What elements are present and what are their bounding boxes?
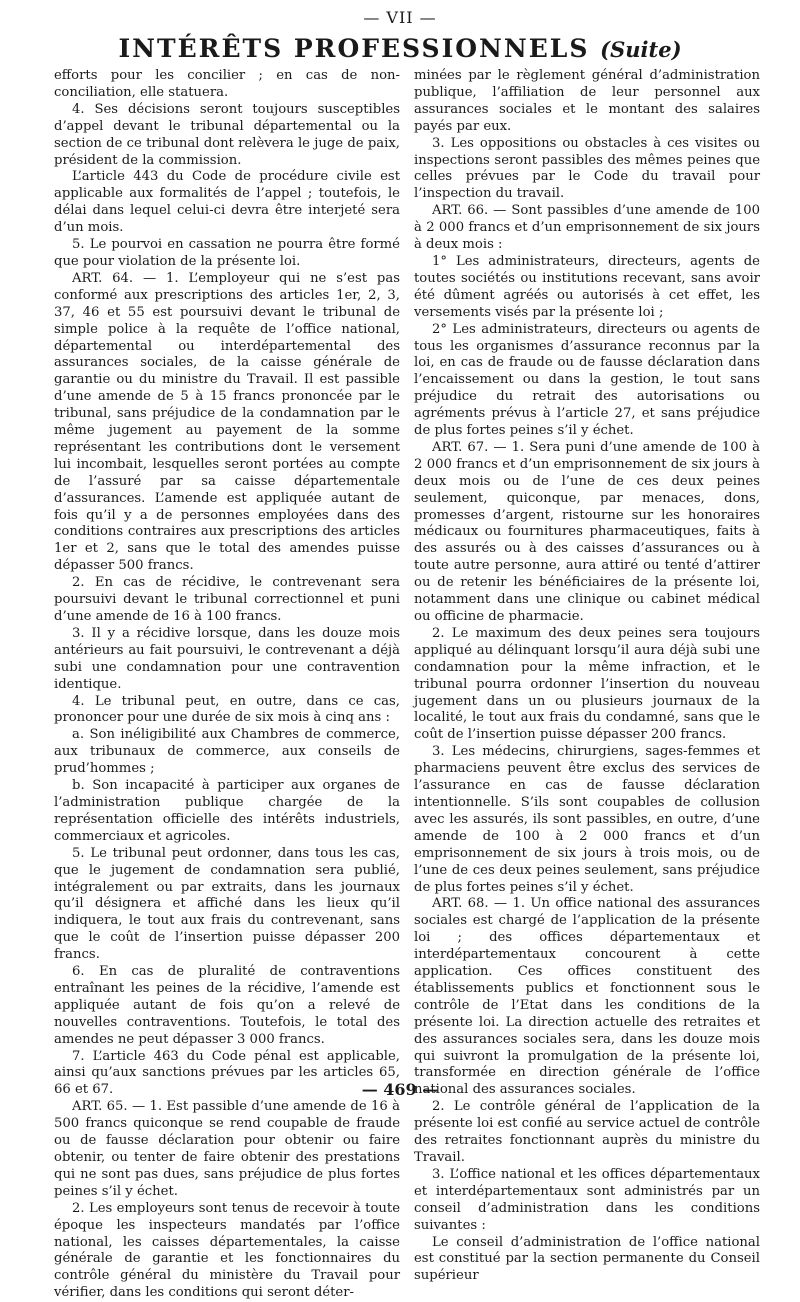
roman-page-number: — VII —	[363, 8, 437, 27]
paragraph: efforts pour les concilier ; en cas de non-conciliation, elle statuera.	[54, 68, 400, 100]
paragraph: Le conseil d’administration de l’office national est constitué par la section permanente du Conseil supérieur	[414, 1234, 760, 1284]
page-title	[0, 34, 800, 63]
title-suite: (Suite)	[600, 37, 682, 62]
paragraph: minées par le règlement général d’administration publique, l’affiliation de leur personnel aux assurances sociales et le montant des salaires payés par eux.	[414, 68, 760, 134]
paragraph: 4. Le tribunal peut, en outre, dans ce cas, prononcer pour une durée de six mois à cinq ans :	[54, 693, 400, 726]
right-column	[414, 68, 760, 1285]
paragraph: 3. Les médecins, chirurgiens, sages-femmes et pharmaciens peuvent être exclus des services de l’assurance en cas de fausse déclaration intentionnelle. S’ils sont coupables de collusion avec les assurés, ils sont passibles, en outre, d’une amende de 100 à 2 000 francs et d’un emprisonnement de six jours à trois mois, ou de l’une de ces deux peines seulement, sans préjudice de plus fortes peines s’il y échet.	[414, 744, 760, 895]
paragraph: 2. Le maximum des deux peines sera toujours appliqué au délinquant lorsqu’il aura déjà subi une condamnation pour la même infraction, et le tribunal pourra ordonner l’insertion du nouveau jugement dans un ou plusieurs journaux de la localité, le tout aux frais du condamné, sans que le coût de l’insertion puisse dépasser 200 francs.	[414, 625, 760, 743]
paragraph: 3. L’office national et les offices départementaux et interdépartementaux sont administrés par un conseil d’administration dans les conditions suivantes :	[414, 1166, 760, 1233]
paragraph: 5. Le pourvoi en cassation ne pourra être formé que pour violation de la présente loi.	[54, 237, 400, 269]
paragraph: 2. En cas de récidive, le contrevenant sera poursuivi devant le tribunal correctionnel et puni d’une amende de 16 à 100 francs.	[54, 575, 400, 624]
section-title: INTÉRÊTS PROFESSIONNELS	[118, 34, 590, 63]
article-65: ART. 65. — 1. Est passible d’une amende de 16 à 500 francs quiconque se rend coupable de fraude ou de fausse déclaration pour obtenir ou faire obtenir, ou tenter de faire obtenir des prestations qui ne sont pas dues, sans préjudice de plus fortes peines s’il y échet.	[54, 1099, 400, 1199]
paragraph: L’article 443 du Code de procédure civile est applicable aux formalités de l’appel ; toutefois, le délai dans lequel celui-ci devra être interjeté sera d’un mois.	[54, 169, 400, 236]
paragraph: 5. Le tribunal peut ordonner, dans tous les cas, que le jugement de condamnation sera publié, intégralement ou par extraits, dans les journaux qu’il désignera et affiché dans les lieux qu’il indiquera, le tout aux frais du contrevenant, sans que le coût de l’insertion puisse dépasser 200 francs.	[54, 845, 400, 963]
page-number: — 469 —	[361, 1080, 439, 1099]
list-item-1: 1° Les administrateurs, directeurs, agents de toutes sociétés ou institutions recevant, sans avoir été dûment agréés ou autorisés à cet effet, les versements visés par la présente loi ;	[414, 253, 760, 320]
paragraph: 3. Il y a récidive lorsque, dans les douze mois antérieurs au fait poursuivi, le contrevenant a déjà subi une condamnation pour une contravention identique.	[54, 625, 400, 692]
article-64: ART. 64. — 1. L’employeur qui ne s’est pas conformé aux prescriptions des articles 1er, 2, 3, 37, 46 et 55 est poursuivi devant le tribunal de simple police à la requête de l’office national, départemental ou interdépartemental des assurances sociales, de la caisse générale de garantie ou du ministre du Travail. Il est passible d’une amende de 5 à 15 francs prononcée par le tribunal, sans préjudice de la condamnation par le même jugement au payement de la somme représentant les contributions dont le versement lui incombait, lesquelles seront portées au compte de l’assuré par sa caisse départementale d’assurances. L’amende est appliquée autant de fois qu’il y a de personnes employées dans des conditions contraires aux prescriptions des articles 1er et 2, sans que le total des amendes puisse dépasser 500 francs.	[54, 270, 400, 574]
left-column	[54, 68, 400, 1302]
article-66: ART. 66. — Sont passibles d’une amende de 100 à 2 000 francs et d’un emprisonnement de six jours à deux mois :	[414, 203, 760, 253]
paragraph: 6. En cas de pluralité de contraventions entraînant les peines de la récidive, l’amende est appliquée autant de fois qu’on a relevé de nouvelles contraventions. Toutefois, le total des amendes ne peut dépasser 3 000 francs.	[54, 964, 400, 1047]
paragraph: 2. Le contrôle général de l’application de la présente loi est confié au service actuel de contrôle des retraites fonctionnant auprès du ministre du Travail.	[414, 1099, 760, 1165]
paragraph: 3. Les oppositions ou obstacles à ces visites ou inspections seront passibles des mêmes peines que celles prévues par le Code du travail pour l’inspection du travail.	[414, 135, 760, 202]
paragraph: 2. Les employeurs sont tenus de recevoir à toute époque les inspecteurs mandatés par l’office national, les caisses départementales, la caisse générale de garantie et les fonctionnaires du contrôle général du ministère du Travail pour vérifier, dans les conditions qui seront déter-	[54, 1200, 400, 1301]
list-item-a: a. Son inéligibilité aux Chambres de commerce, aux tribunaux de commerce, aux conseils de prud’hommes ;	[54, 727, 400, 777]
article-68: ART. 68. — 1. Un office national des assurances sociales est chargé de l’application de la présente loi ; des offices départementaux et interdépartementaux concourent à cette application. Ces offices constituent des établissements publics et fonctionnent sous le contrôle de l’Etat dans les conditions de la présente loi. La direction actuelle des retraites et des assurances sociales sera, dans les douze mois qui suivront la promulgation de la présente loi, transformée en direction générale de l’office national des assurances sociales.	[414, 896, 760, 1098]
list-item-b: b. Son incapacité à participer aux organes de l’administration publique chargée de la représentation officielle des intérêts industriels, commerciaux et agricoles.	[54, 778, 400, 844]
paragraph: 7. L’article 463 du Code pénal est applicable, ainsi qu’aux sanctions prévues par les articles 65, 66 et 67.	[54, 1048, 400, 1098]
article-67: ART. 67. — 1. Sera puni d’une amende de 100 à 2 000 francs et d’un emprisonnement de six jours à deux mois ou de l’une de ces deux peines seulement, quiconque, par menaces, dons, promesses d’argent, ristourne sur les honoraires médicaux ou fournitures pharmaceutiques, faits à des assurés ou à des caisses d’assurances ou à toute autre personne, aura attiré ou tenté d’attirer ou de retenir les bénéficiaires de la présente loi, notamment dans une clinique ou cabinet médical ou officine de pharmacie.	[414, 439, 760, 624]
paragraph: 4. Ses décisions seront toujours susceptibles d’appel devant le tribunal départemental ou la section de ce tribunal dont relèvera le juge de paix, président de la commission.	[54, 101, 400, 168]
list-item-2: 2° Les administrateurs, directeurs ou agents de tous les organismes d’assurance reconnus par la loi, en cas de fraude ou de fausse déclaration dans l’encaissement ou dans la gestion, le tout sans préjudice du retrait des autorisations ou agréments prévus à l’article 27, et sans préjudice de plus fortes peines s’il y échet.	[414, 321, 760, 439]
